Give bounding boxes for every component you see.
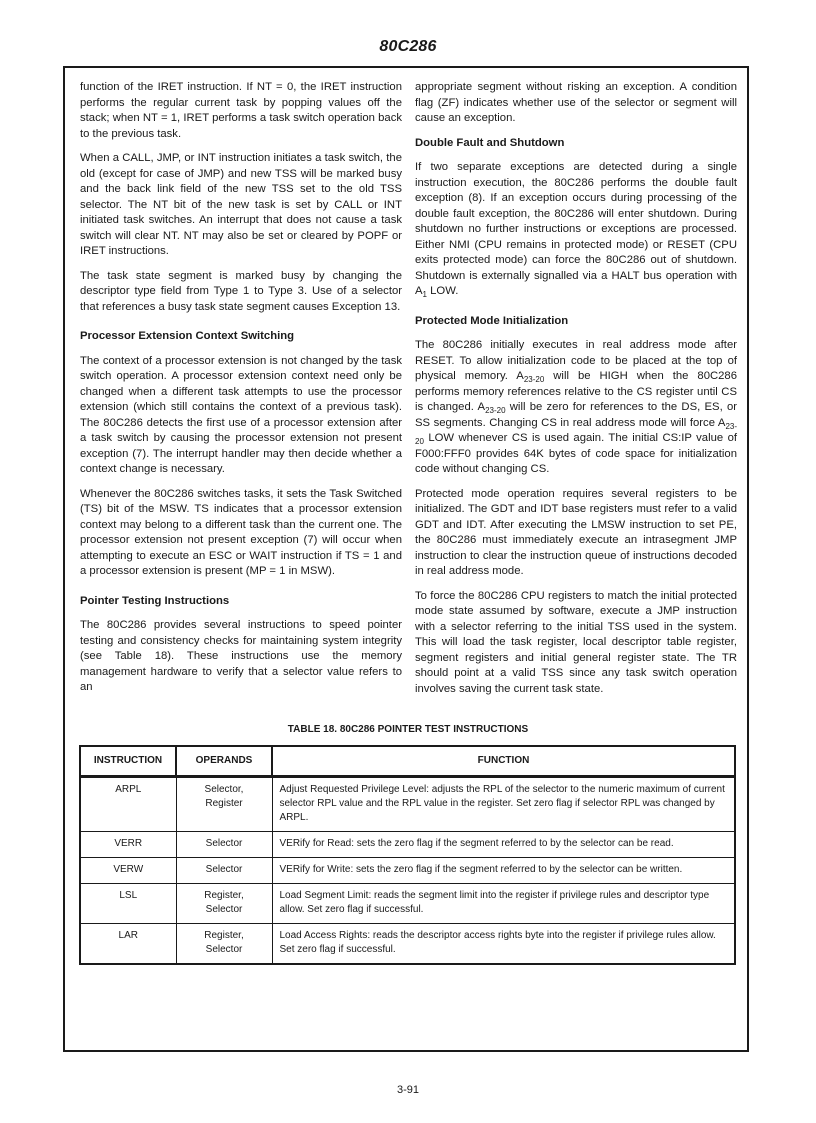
subscript: 23-20 — [485, 406, 506, 415]
operand-line: Register — [205, 798, 243, 809]
operand-line: Selector, — [204, 784, 244, 795]
instruction-cell: VERR — [80, 832, 176, 858]
text-run: will be zero for references to the DS, ES, or SS segments. Changing CS in real address mode will force A — [415, 401, 737, 429]
operands-cell — [176, 832, 272, 858]
page-header-title: 80C286 — [379, 38, 437, 55]
operand-line: Selector — [205, 944, 243, 955]
table-title: TABLE 18. 80C286 POINTER TEST INSTRUCTIONS — [287, 724, 529, 735]
section-heading: Processor Extension Context Switching — [80, 330, 295, 342]
table-row — [80, 777, 735, 832]
table-header-row — [80, 746, 735, 777]
text-run: LOW whenever CS is used again. The initial CS:IP value of F000:FFF0 provides 64K bytes of code space for initialization code without changing CS. — [415, 432, 737, 475]
subscript: 1 — [422, 290, 427, 299]
operand-line: Selector — [205, 904, 243, 915]
operands-cell — [176, 924, 272, 965]
instruction-cell: VERW — [80, 858, 176, 884]
paragraph: The context of a processor extension is not changed by the task switch operation. A processor extension context need only be changed when a different task attempts to use the processor extension (which still contains the context of a previous task). The 80C286 detects the first use of a processor extension after a task switch by causing the processor extension not present exception (7). The interrupt handler may then decide whether a context change is necessary. — [80, 354, 402, 475]
instruction-cell: LSL — [80, 884, 176, 924]
instruction-cell: LAR — [80, 924, 176, 965]
function-cell: Load Access Rights: reads the descriptor access rights byte into the register if privilege rules allow. Set zero flag if successful. — [272, 924, 735, 965]
text-run: LOW. — [427, 285, 459, 297]
subscript: 23-20 — [523, 375, 545, 384]
right-column — [415, 80, 737, 706]
function-cell: VERify for Write: sets the zero flag if the segment referred to by the selector can be written. — [272, 858, 735, 884]
paragraph — [415, 160, 737, 300]
paragraph: When a CALL, JMP, or INT instruction initiates a task switch, the old (except for case of JMP) and new TSS will be marked busy and the back link field of the new TSS set to the old TSS selector. The NT bit of the new task is set by CALL or INT initiated task switches. An interrupt that does not cause a task switch will clear NT. NT may also be set or cleared by POPF or IRET instructions. — [80, 152, 402, 257]
paragraph: The 80C286 provides several instructions to speed pointer testing and consistency checks for maintaining system integrity (see Table 18). These instructions use the memory management hardware to verify that a selector value refers to an — [80, 619, 402, 693]
text-run: If two separate exceptions are detected during a single instruction execution, the 80C286 performs the double fault exception (8). If an exception occurs during processing of the double fault exception, the 80C286 will enter shutdown. During shutdown no further instructions or exceptions are processed. Either NMI (CPU remains in protected mode) or RESET (CPU exits protected mode) can force the 80C286 out of shutdown. Shutdown is externally signalled via a HALT bus operation with A — [415, 161, 737, 297]
section-heading: Pointer Testing Instructions — [80, 594, 230, 607]
instruction-cell: ARPL — [80, 777, 176, 832]
function-cell: VERify for Read: sets the zero flag if the segment referred to by the selector can be read. — [272, 832, 735, 858]
paragraph: The task state segment is marked busy by changing the descriptor type field from Type 1 to Type 3. Use of a selector that references a busy task state segment causes Exception 13. — [80, 269, 402, 313]
subscript: 23-20 — [415, 421, 737, 446]
column-header-operands: OPERANDS — [176, 746, 272, 777]
function-cell: Adjust Requested Privilege Level: adjusts the RPL of the selector to the numeric maximum of current selector RPL value and the RPL value in the register. Set zero flag if selector RPL was changed by ARPL. — [272, 777, 735, 832]
section-heading: Protected Mode Initialization — [415, 314, 569, 327]
operands-cell — [176, 777, 272, 832]
left-column — [80, 80, 402, 705]
function-cell: Load Segment Limit: reads the segment limit into the register if privilege rules and descriptor type allow. Set zero flag if successful. — [272, 884, 735, 924]
paragraph — [415, 338, 737, 478]
table-row — [80, 832, 735, 858]
page-number: 3-91 — [396, 1084, 420, 1096]
column-header-function: FUNCTION — [272, 746, 735, 777]
paragraph: To force the 80C286 CPU registers to match the initial protected mode state assumed by software, execute a JMP instruction with a selector referring to the initial TSS used in the system. This will load the task register, local descriptor table register, segment registers and initial general register state. The TR should point at a valid TSS since any task switch operation involves saving the current task state. — [415, 589, 737, 695]
paragraph: appropriate segment without risking an exception. A condition flag (ZF) indicates whether use of the selector or segment will cause an exception. — [415, 81, 737, 124]
paragraph: function of the IRET instruction. If NT = 0, the IRET instruction performs the regular current task by popping values off the stack; when NT = 1, IRET performs a task switch operation back to the previous task. — [80, 81, 402, 140]
operand-line: Register, — [204, 890, 244, 901]
paragraph: Protected mode operation requires several registers to be initialized. The GDT and IDT base registers must refer to a valid GDT and IDT. After executing the LMSW instruction to set PE, the 80C286 must immediately execute an intrasegment JMP instruction to clear the instruction queue of instructions decoded in real address mode. — [415, 487, 737, 577]
table-row — [80, 884, 735, 924]
operands-cell — [176, 858, 272, 884]
paragraph: Whenever the 80C286 switches tasks, it sets the Task Switched (TS) bit of the MSW. TS indicates that a processor extension context may belong to a different task than the current one. The processor extension not present exception (7) will occur when attempting to execute an ESC or WAIT instruction if TS = 1 and a processor extension is present (MP = 1 in MSW). — [80, 487, 402, 577]
operands-cell — [176, 884, 272, 924]
operand-line: Selector — [205, 838, 243, 849]
text-run: The 80C286 initially executes in real address mode after RESET. To allow initialization code to be placed at the top of physical memory. A — [415, 339, 737, 382]
table-row — [80, 858, 735, 884]
column-header-instruction: INSTRUCTION — [80, 746, 176, 777]
text-run: will be HIGH when the 80C286 performs memory references relative to the CS register until CS is changed. A — [415, 370, 737, 413]
pointer-test-table — [79, 745, 736, 965]
section-heading: Double Fault and Shutdown — [415, 136, 565, 149]
operand-line: Register, — [204, 930, 244, 941]
table-row — [80, 924, 735, 965]
operand-line: Selector — [205, 864, 243, 875]
